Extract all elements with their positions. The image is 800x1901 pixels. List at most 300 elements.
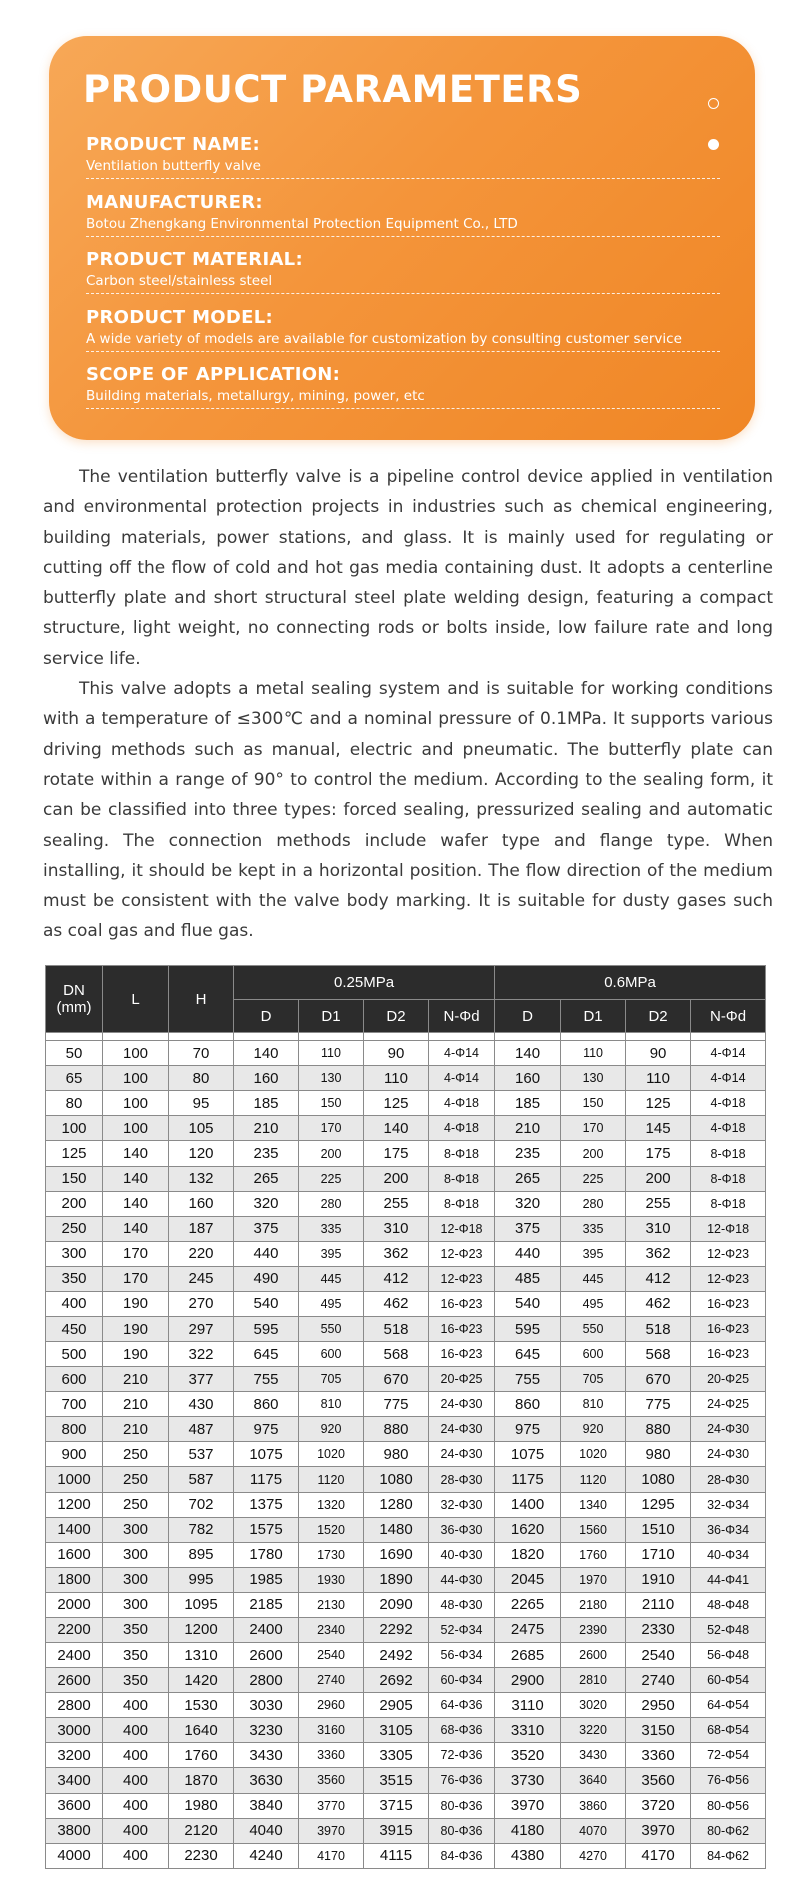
table-row bbox=[46, 1492, 766, 1517]
table-cell: 80-Φ62 bbox=[691, 1818, 766, 1843]
spacer-cell bbox=[429, 1033, 495, 1041]
table-cell: 462 bbox=[626, 1291, 691, 1316]
table-cell: 24-Φ30 bbox=[429, 1392, 495, 1417]
table-cell: 3515 bbox=[364, 1768, 429, 1793]
table-row bbox=[46, 1141, 766, 1166]
table-cell: 400 bbox=[103, 1793, 169, 1818]
table-cell: 56-Φ48 bbox=[691, 1643, 766, 1668]
table-cell: 1890 bbox=[364, 1567, 429, 1592]
table-cell: 8-Φ18 bbox=[429, 1166, 495, 1191]
table-cell: 4-Φ18 bbox=[429, 1116, 495, 1141]
table-cell: 24-Φ30 bbox=[691, 1417, 766, 1442]
table-cell: 595 bbox=[495, 1317, 561, 1342]
table-cell: 250 bbox=[103, 1442, 169, 1467]
table-cell: 1000 bbox=[46, 1467, 103, 1492]
table-cell: 3970 bbox=[626, 1818, 691, 1843]
table-cell: 80 bbox=[46, 1091, 103, 1116]
table-row bbox=[46, 1116, 766, 1141]
table-cell: 190 bbox=[103, 1317, 169, 1342]
table-cell: 4000 bbox=[46, 1843, 103, 1868]
table-cell: 225 bbox=[299, 1166, 364, 1191]
table-cell: 4380 bbox=[495, 1843, 561, 1868]
table-cell: 52-Φ48 bbox=[691, 1617, 766, 1642]
table-cell: 1820 bbox=[495, 1542, 561, 1567]
table-cell: 100 bbox=[46, 1116, 103, 1141]
table-row bbox=[46, 1517, 766, 1542]
table-cell: 280 bbox=[561, 1191, 626, 1216]
table-cell: 140 bbox=[103, 1166, 169, 1191]
spacer-cell bbox=[234, 1033, 299, 1041]
table-cell: 24-Φ25 bbox=[691, 1392, 766, 1417]
table-cell: 80-Φ36 bbox=[429, 1793, 495, 1818]
table-cell: 3560 bbox=[626, 1768, 691, 1793]
table-cell: 1780 bbox=[234, 1542, 299, 1567]
table-cell: 880 bbox=[364, 1417, 429, 1442]
table-cell: 490 bbox=[234, 1266, 299, 1291]
table-cell: 645 bbox=[234, 1342, 299, 1367]
table-cell: 2685 bbox=[495, 1643, 561, 1668]
field-manufacturer bbox=[86, 192, 720, 237]
table-cell: 550 bbox=[299, 1317, 364, 1342]
specification-table bbox=[45, 965, 766, 1869]
table-cell: 810 bbox=[561, 1392, 626, 1417]
table-cell: 900 bbox=[46, 1442, 103, 1467]
table-cell: 100 bbox=[103, 1091, 169, 1116]
table-cell: 1910 bbox=[626, 1567, 691, 1592]
header-sub-col: D2 bbox=[364, 1000, 429, 1033]
table-cell: 500 bbox=[46, 1342, 103, 1367]
table-cell: 445 bbox=[299, 1266, 364, 1291]
table-cell: 440 bbox=[234, 1241, 299, 1266]
table-cell: 190 bbox=[103, 1342, 169, 1367]
table-cell: 700 bbox=[46, 1392, 103, 1417]
table-cell: 755 bbox=[234, 1367, 299, 1392]
table-cell: 3150 bbox=[626, 1718, 691, 1743]
field-product-material bbox=[86, 249, 720, 294]
table-cell: 16-Φ23 bbox=[429, 1342, 495, 1367]
table-cell: 3310 bbox=[495, 1718, 561, 1743]
table-cell: 150 bbox=[299, 1091, 364, 1116]
table-cell: 150 bbox=[46, 1166, 103, 1191]
header-sub-col: D1 bbox=[299, 1000, 364, 1033]
table-cell: 3630 bbox=[234, 1768, 299, 1793]
header-h: H bbox=[169, 966, 234, 1033]
table-cell: 68-Φ54 bbox=[691, 1718, 766, 1743]
table-cell: 1640 bbox=[169, 1718, 234, 1743]
table-cell: 210 bbox=[103, 1367, 169, 1392]
table-cell: 980 bbox=[364, 1442, 429, 1467]
table-cell: 2265 bbox=[495, 1592, 561, 1617]
table-cell: 1710 bbox=[626, 1542, 691, 1567]
table-cell: 24-Φ30 bbox=[429, 1442, 495, 1467]
table-cell: 3110 bbox=[495, 1693, 561, 1718]
table-cell: 8-Φ18 bbox=[691, 1166, 766, 1191]
table-cell: 3730 bbox=[495, 1768, 561, 1793]
table-cell: 84-Φ62 bbox=[691, 1843, 766, 1868]
table-cell: 4-Φ14 bbox=[429, 1066, 495, 1091]
table-cell: 3360 bbox=[626, 1743, 691, 1768]
table-cell: 32-Φ30 bbox=[429, 1492, 495, 1517]
table-cell: 255 bbox=[364, 1191, 429, 1216]
field-value: Carbon steel/stainless steel bbox=[86, 273, 273, 289]
table-cell: 1375 bbox=[234, 1492, 299, 1517]
table-cell: 4-Φ14 bbox=[429, 1041, 495, 1066]
table-cell: 775 bbox=[364, 1392, 429, 1417]
table-row bbox=[46, 1342, 766, 1367]
table-cell: 3970 bbox=[495, 1793, 561, 1818]
table-cell: 485 bbox=[495, 1266, 561, 1291]
description-section bbox=[43, 462, 773, 947]
table-cell: 64-Φ54 bbox=[691, 1693, 766, 1718]
pagination-dot-icon bbox=[708, 98, 719, 109]
table-cell: 110 bbox=[364, 1066, 429, 1091]
table-cell: 1980 bbox=[169, 1793, 234, 1818]
table-cell: 100 bbox=[103, 1116, 169, 1141]
table-cell: 24-Φ30 bbox=[429, 1417, 495, 1442]
table-cell: 245 bbox=[169, 1266, 234, 1291]
table-row bbox=[46, 1793, 766, 1818]
table-cell: 1310 bbox=[169, 1643, 234, 1668]
table-cell: 487 bbox=[169, 1417, 234, 1442]
table-cell: 1760 bbox=[169, 1743, 234, 1768]
table-cell: 16-Φ23 bbox=[429, 1317, 495, 1342]
table-cell: 16-Φ23 bbox=[691, 1291, 766, 1316]
table-cell: 587 bbox=[169, 1467, 234, 1492]
table-cell: 1510 bbox=[626, 1517, 691, 1542]
table-cell: 110 bbox=[299, 1041, 364, 1066]
table-cell: 1075 bbox=[234, 1442, 299, 1467]
table-cell: 72-Φ36 bbox=[429, 1743, 495, 1768]
table-cell: 450 bbox=[46, 1317, 103, 1342]
table-cell: 2960 bbox=[299, 1693, 364, 1718]
table-row bbox=[46, 1542, 766, 1567]
table-cell: 1120 bbox=[299, 1467, 364, 1492]
table-cell: 3970 bbox=[299, 1818, 364, 1843]
table-cell: 210 bbox=[103, 1417, 169, 1442]
table-cell: 12-Φ23 bbox=[429, 1241, 495, 1266]
table-cell: 3020 bbox=[561, 1693, 626, 1718]
table-cell: 8-Φ18 bbox=[429, 1191, 495, 1216]
table-cell: 1020 bbox=[561, 1442, 626, 1467]
table-cell: 2600 bbox=[561, 1643, 626, 1668]
table-cell: 2120 bbox=[169, 1818, 234, 1843]
table-cell: 50 bbox=[46, 1041, 103, 1066]
table-cell: 980 bbox=[626, 1442, 691, 1467]
table-cell: 16-Φ23 bbox=[691, 1317, 766, 1342]
table-row bbox=[46, 1216, 766, 1241]
table-row bbox=[46, 1066, 766, 1091]
table-cell: 187 bbox=[169, 1216, 234, 1241]
table-cell: 8-Φ18 bbox=[691, 1141, 766, 1166]
table-cell: 1080 bbox=[626, 1467, 691, 1492]
table-row bbox=[46, 1166, 766, 1191]
table-cell: 2390 bbox=[561, 1617, 626, 1642]
header-sub-col: N-Φd bbox=[429, 1000, 495, 1033]
table-cell: 200 bbox=[364, 1166, 429, 1191]
table-cell: 20-Φ25 bbox=[691, 1367, 766, 1392]
header-sub-col: D1 bbox=[561, 1000, 626, 1033]
table-cell: 60-Φ34 bbox=[429, 1668, 495, 1693]
header-sub-col: N-Φd bbox=[691, 1000, 766, 1033]
table-cell: 430 bbox=[169, 1392, 234, 1417]
table-cell: 335 bbox=[299, 1216, 364, 1241]
table-cell: 140 bbox=[103, 1141, 169, 1166]
table-cell: 4040 bbox=[234, 1818, 299, 1843]
header-group-025mpa: 0.25MPa bbox=[234, 966, 495, 1000]
table-cell: 1560 bbox=[561, 1517, 626, 1542]
table-cell: 80 bbox=[169, 1066, 234, 1091]
table-cell: 300 bbox=[46, 1241, 103, 1266]
field-value: Botou Zhengkang Environmental Protection Equipment Co., LTD bbox=[86, 216, 518, 232]
table-cell: 250 bbox=[103, 1492, 169, 1517]
table-cell: 462 bbox=[364, 1291, 429, 1316]
table-cell: 540 bbox=[495, 1291, 561, 1316]
table-cell: 2692 bbox=[364, 1668, 429, 1693]
field-label: MANUFACTURER: bbox=[86, 192, 263, 213]
table-cell: 705 bbox=[299, 1367, 364, 1392]
table-cell: 3520 bbox=[495, 1743, 561, 1768]
table-cell: 537 bbox=[169, 1442, 234, 1467]
spacer-cell bbox=[495, 1033, 561, 1041]
table-cell: 28-Φ30 bbox=[429, 1467, 495, 1492]
spacer-cell bbox=[561, 1033, 626, 1041]
table-cell: 48-Φ48 bbox=[691, 1592, 766, 1617]
table-cell: 775 bbox=[626, 1392, 691, 1417]
table-cell: 920 bbox=[299, 1417, 364, 1442]
table-cell: 200 bbox=[299, 1141, 364, 1166]
table-cell: 300 bbox=[103, 1542, 169, 1567]
table-cell: 2540 bbox=[299, 1643, 364, 1668]
table-cell: 1200 bbox=[169, 1617, 234, 1642]
table-cell: 782 bbox=[169, 1517, 234, 1542]
table-cell: 2400 bbox=[234, 1617, 299, 1642]
table-cell: 2740 bbox=[299, 1668, 364, 1693]
table-cell: 32-Φ34 bbox=[691, 1492, 766, 1517]
table-cell: 130 bbox=[299, 1066, 364, 1091]
table-cell: 550 bbox=[561, 1317, 626, 1342]
table-cell: 72-Φ54 bbox=[691, 1743, 766, 1768]
table-cell: 518 bbox=[626, 1317, 691, 1342]
table-cell: 1930 bbox=[299, 1567, 364, 1592]
table-row bbox=[46, 1643, 766, 1668]
table-cell: 2475 bbox=[495, 1617, 561, 1642]
table-cell: 440 bbox=[495, 1241, 561, 1266]
table-row bbox=[46, 1467, 766, 1492]
table-cell: 3160 bbox=[299, 1718, 364, 1743]
table-cell: 1760 bbox=[561, 1542, 626, 1567]
table-cell: 4070 bbox=[561, 1818, 626, 1843]
table-cell: 105 bbox=[169, 1116, 234, 1141]
table-cell: 400 bbox=[103, 1768, 169, 1793]
table-cell: 2330 bbox=[626, 1617, 691, 1642]
table-row bbox=[46, 1041, 766, 1066]
table-cell: 995 bbox=[169, 1567, 234, 1592]
table-cell: 3230 bbox=[234, 1718, 299, 1743]
spacer-cell bbox=[364, 1033, 429, 1041]
table-cell: 160 bbox=[169, 1191, 234, 1216]
table-cell: 185 bbox=[234, 1091, 299, 1116]
table-cell: 3220 bbox=[561, 1718, 626, 1743]
table-row bbox=[46, 1693, 766, 1718]
table-cell: 200 bbox=[46, 1191, 103, 1216]
table-cell: 3305 bbox=[364, 1743, 429, 1768]
table-cell: 412 bbox=[626, 1266, 691, 1291]
table-cell: 645 bbox=[495, 1342, 561, 1367]
table-cell: 185 bbox=[495, 1091, 561, 1116]
table-cell: 1175 bbox=[495, 1467, 561, 1492]
field-value: A wide variety of models are available for customization by consulting customer service bbox=[86, 331, 682, 347]
table-row bbox=[46, 1266, 766, 1291]
table-cell: 170 bbox=[299, 1116, 364, 1141]
table-cell: 175 bbox=[364, 1141, 429, 1166]
table-cell: 2340 bbox=[299, 1617, 364, 1642]
table-cell: 40-Φ34 bbox=[691, 1542, 766, 1567]
table-cell: 1175 bbox=[234, 1467, 299, 1492]
table-cell: 3840 bbox=[234, 1793, 299, 1818]
table-cell: 375 bbox=[495, 1216, 561, 1241]
table-cell: 250 bbox=[103, 1467, 169, 1492]
table-cell: 400 bbox=[103, 1818, 169, 1843]
table-cell: 120 bbox=[169, 1141, 234, 1166]
table-cell: 568 bbox=[626, 1342, 691, 1367]
table-cell: 24-Φ30 bbox=[691, 1442, 766, 1467]
table-cell: 3000 bbox=[46, 1718, 103, 1743]
table-cell: 310 bbox=[626, 1216, 691, 1241]
table-cell: 2090 bbox=[364, 1592, 429, 1617]
field-product-model bbox=[86, 307, 720, 352]
table-cell: 1080 bbox=[364, 1467, 429, 1492]
table-cell: 350 bbox=[46, 1266, 103, 1291]
table-row bbox=[46, 1241, 766, 1266]
spacer-cell bbox=[169, 1033, 234, 1041]
card-title: PRODUCT PARAMETERS bbox=[83, 68, 583, 111]
table-cell: 300 bbox=[103, 1567, 169, 1592]
table-cell: 2540 bbox=[626, 1643, 691, 1668]
table-cell: 220 bbox=[169, 1241, 234, 1266]
table-cell: 350 bbox=[103, 1617, 169, 1642]
spacer-cell bbox=[103, 1033, 169, 1041]
table-cell: 350 bbox=[103, 1643, 169, 1668]
table-row bbox=[46, 1668, 766, 1693]
table-cell: 495 bbox=[561, 1291, 626, 1316]
table-cell: 225 bbox=[561, 1166, 626, 1191]
table-cell: 80-Φ56 bbox=[691, 1793, 766, 1818]
table-cell: 1600 bbox=[46, 1542, 103, 1567]
table-cell: 48-Φ30 bbox=[429, 1592, 495, 1617]
table-row bbox=[46, 1392, 766, 1417]
table-cell: 1530 bbox=[169, 1693, 234, 1718]
table-cell: 3200 bbox=[46, 1743, 103, 1768]
table-cell: 2900 bbox=[495, 1668, 561, 1693]
table-cell: 64-Φ36 bbox=[429, 1693, 495, 1718]
table-cell: 1340 bbox=[561, 1492, 626, 1517]
table-cell: 412 bbox=[364, 1266, 429, 1291]
table-row bbox=[46, 1417, 766, 1442]
table-cell: 3430 bbox=[234, 1743, 299, 1768]
table-cell: 125 bbox=[46, 1141, 103, 1166]
table-row bbox=[46, 1291, 766, 1316]
table-cell: 210 bbox=[103, 1392, 169, 1417]
table-cell: 2400 bbox=[46, 1643, 103, 1668]
table-cell: 100 bbox=[103, 1066, 169, 1091]
product-parameters-card bbox=[49, 36, 755, 440]
table-cell: 1295 bbox=[626, 1492, 691, 1517]
table-cell: 377 bbox=[169, 1367, 234, 1392]
table-cell: 3720 bbox=[626, 1793, 691, 1818]
table-cell: 300 bbox=[103, 1517, 169, 1542]
table-cell: 600 bbox=[299, 1342, 364, 1367]
table-cell: 3030 bbox=[234, 1693, 299, 1718]
description-paragraph: This valve adopts a metal sealing system and is suitable for working conditions with a temperature of ≤300℃ and a nominal pressure of 0.1MPa. It supports various driving methods such as manual, electric and pneumatic. The butterfly plate can rotate within a range of 90° to control the medium. According to the sealing form, it can be classified into three types: forced sealing, pressurized sealing and automatic sealing. The connection methods include wafer type and flange type. When installing, it should be kept in a horizontal position. The flow direction of the medium must be consistent with the valve body marking. It is suitable for dusty gases such as coal gas and flue gas. bbox=[43, 679, 773, 942]
table-cell: 4-Φ18 bbox=[691, 1091, 766, 1116]
table-cell: 4180 bbox=[495, 1818, 561, 1843]
table-cell: 362 bbox=[364, 1241, 429, 1266]
table-row bbox=[46, 1567, 766, 1592]
table-row bbox=[46, 1818, 766, 1843]
table-cell: 670 bbox=[626, 1367, 691, 1392]
table-cell: 44-Φ30 bbox=[429, 1567, 495, 1592]
header-sub-col: D bbox=[234, 1000, 299, 1033]
table-cell: 200 bbox=[626, 1166, 691, 1191]
table-cell: 362 bbox=[626, 1241, 691, 1266]
field-scope-of-application bbox=[86, 364, 720, 409]
table-cell: 175 bbox=[626, 1141, 691, 1166]
table-cell: 1320 bbox=[299, 1492, 364, 1517]
table-cell: 56-Φ34 bbox=[429, 1643, 495, 1668]
table-cell: 600 bbox=[46, 1367, 103, 1392]
table-cell: 80-Φ36 bbox=[429, 1818, 495, 1843]
table-cell: 2000 bbox=[46, 1592, 103, 1617]
table-cell: 705 bbox=[561, 1367, 626, 1392]
spacer-cell bbox=[691, 1033, 766, 1041]
table-cell: 975 bbox=[495, 1417, 561, 1442]
table-cell: 1575 bbox=[234, 1517, 299, 1542]
header-group-06mpa: 0.6MPa bbox=[495, 966, 766, 1000]
table-cell: 1520 bbox=[299, 1517, 364, 1542]
table-row bbox=[46, 1442, 766, 1467]
field-label: PRODUCT MATERIAL: bbox=[86, 249, 303, 270]
table-cell: 1400 bbox=[46, 1517, 103, 1542]
table-cell: 110 bbox=[561, 1041, 626, 1066]
description-paragraph: The ventilation butterfly valve is a pipeline control device applied in ventilation and environmental protection projects in industries such as chemical engineering, building materials, power stations, and glass. It is mainly used for regulating or cutting off the flow of cold and hot gas media containing dust. It adopts a centerline butterfly plate and short structural steel plate welding design, featuring a compact structure, light weight, no connecting rods or bolts inside, low failure rate and long service life. bbox=[43, 467, 773, 669]
table-cell: 16-Φ23 bbox=[429, 1291, 495, 1316]
table-cell: 3860 bbox=[561, 1793, 626, 1818]
table-cell: 375 bbox=[234, 1216, 299, 1241]
table-cell: 540 bbox=[234, 1291, 299, 1316]
table-cell: 28-Φ30 bbox=[691, 1467, 766, 1492]
table-cell: 12-Φ23 bbox=[429, 1266, 495, 1291]
table-cell: 2905 bbox=[364, 1693, 429, 1718]
table-cell: 1075 bbox=[495, 1442, 561, 1467]
table-cell: 2185 bbox=[234, 1592, 299, 1617]
table-cell: 160 bbox=[495, 1066, 561, 1091]
table-cell: 210 bbox=[495, 1116, 561, 1141]
table-cell: 8-Φ18 bbox=[691, 1191, 766, 1216]
table-cell: 3800 bbox=[46, 1818, 103, 1843]
table-cell: 210 bbox=[234, 1116, 299, 1141]
table-cell: 3915 bbox=[364, 1818, 429, 1843]
table-cell: 600 bbox=[561, 1342, 626, 1367]
table-cell: 125 bbox=[626, 1091, 691, 1116]
table-cell: 4-Φ14 bbox=[691, 1066, 766, 1091]
table-cell: 170 bbox=[561, 1116, 626, 1141]
table-cell: 1620 bbox=[495, 1517, 561, 1542]
table-cell: 1020 bbox=[299, 1442, 364, 1467]
table-cell: 2740 bbox=[626, 1668, 691, 1693]
table-cell: 255 bbox=[626, 1191, 691, 1216]
field-label: PRODUCT MODEL: bbox=[86, 307, 273, 328]
table-cell: 335 bbox=[561, 1216, 626, 1241]
